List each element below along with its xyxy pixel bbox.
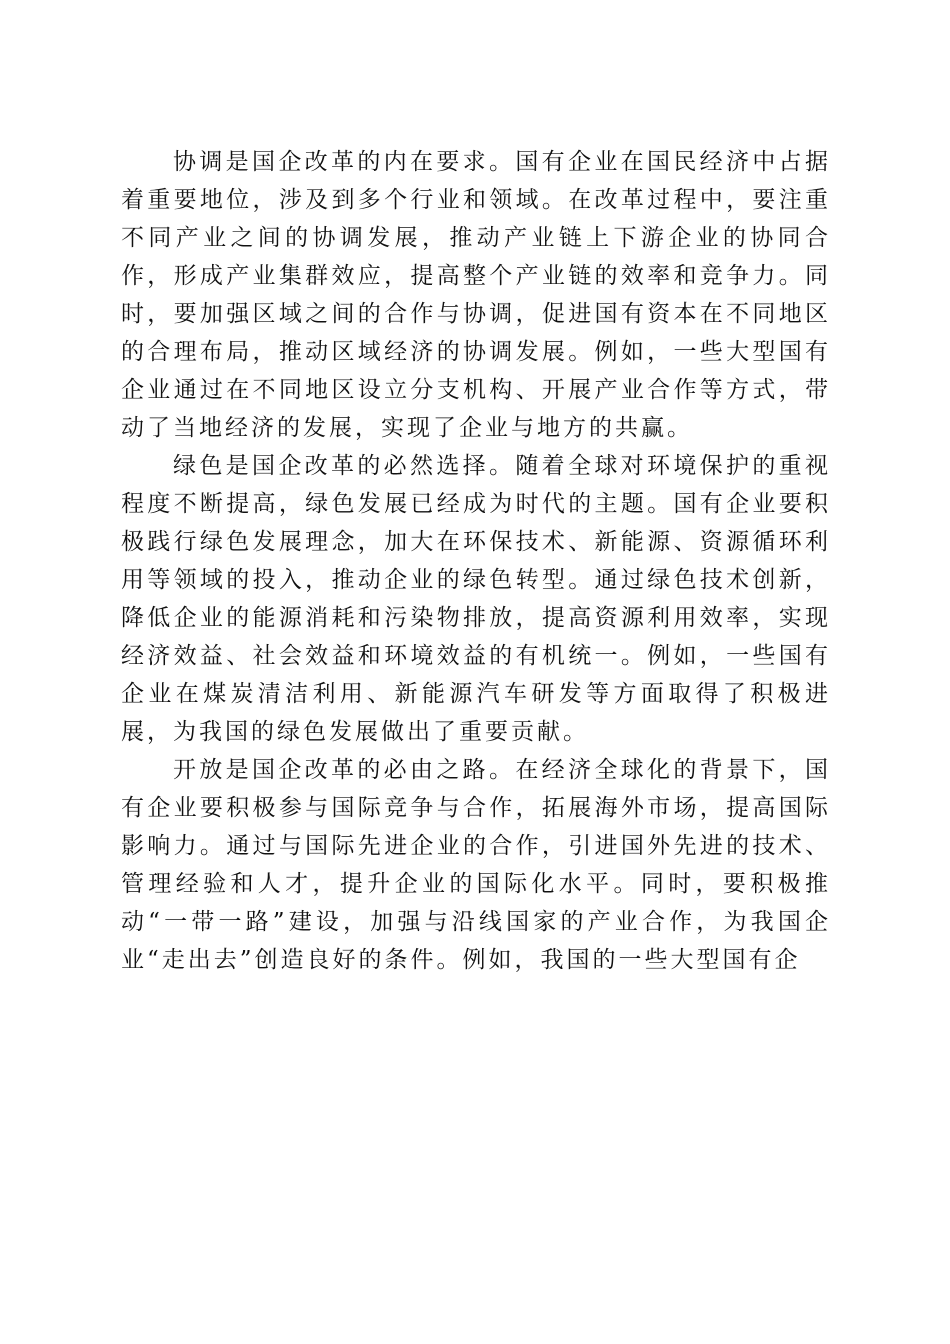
paragraph-openness: 开放是国企改革的必由之路。在经济全球化的背景下，国有企业要积极参与国际竞争与合作，拓展海外市场，提高国际影响力。通过与国际先进企业的合作，引进国外先进的技术、管理经验和人才，提升企业的国际化水平。同时，要积极推动“一带一路”建设，加强与沿线国家的产业合作，为我国企业“走出去”创造良好的条件。例如，我国的一些大型国有企 bbox=[121, 757, 831, 973]
paragraph-coordination: 协调是国企改革的内在要求。国有企业在国民经济中占据着重要地位，涉及到多个行业和领域。在改革过程中，要注重不同产业之间的协调发展，推动产业链上下游企业的协同合作，形成产业集群效应，提高整个产业链的效率和竞争力。同时，要加强区域之间的合作与协调，促进国有资本在不同地区的合理布局，推动区域经济的协调发展。例如，一些大型国有企业通过在不同地区设立分支机构、开展产业合作等方式，带动了当地经济的发展，实现了企业与地方的共赢。 bbox=[121, 149, 831, 441]
document-body bbox=[121, 143, 831, 979]
paragraph-green: 绿色是国企改革的必然选择。随着全球对环境保护的重视程度不断提高，绿色发展已经成为时代的主题。国有企业要积极践行绿色发展理念，加大在环保技术、新能源、资源循环利用等领域的投入，推动企业的绿色转型。通过绿色技术创新，降低企业的能源消耗和污染物排放，提高资源利用效率，实现经济效益、社会效益和环境效益的有机统一。例如，一些国有企业在煤炭清洁利用、新能源汽车研发等方面取得了积极进展，为我国的绿色发展做出了重要贡献。 bbox=[121, 453, 831, 745]
